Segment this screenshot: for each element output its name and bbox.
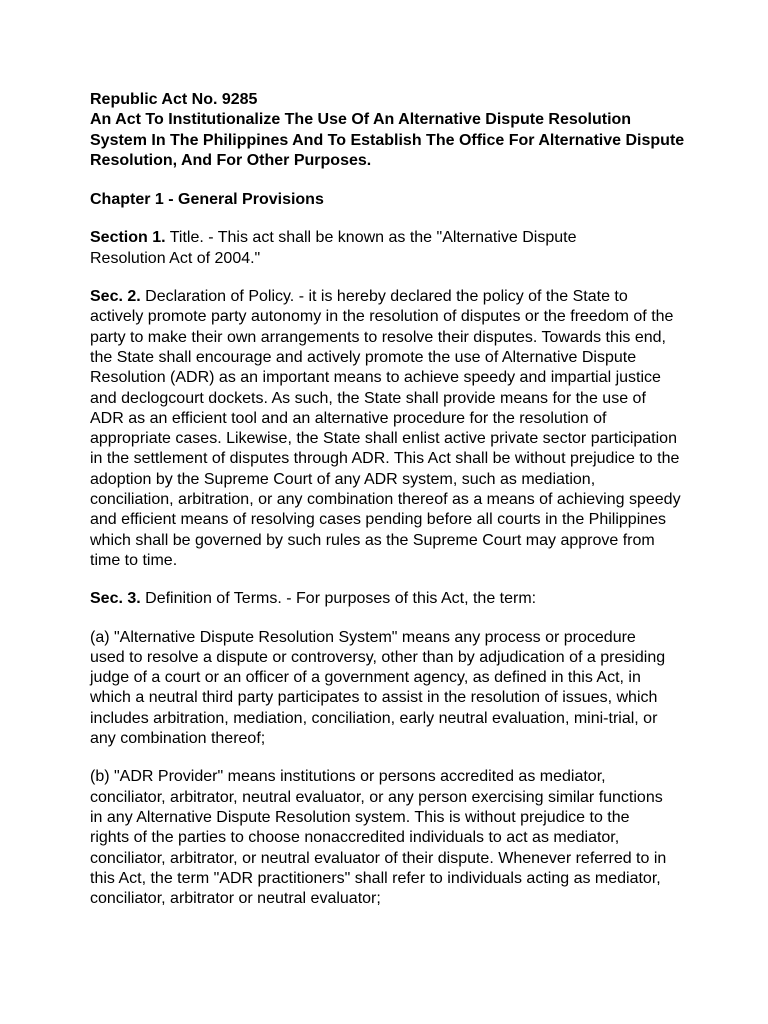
- document-title-block: [90, 90, 690, 171]
- definition-a: (a) "Alternative Dispute Resolution System" means any process or procedure used to resolve a dispute or controversy, other than by adjudication of a presiding judge of a court or an officer of a government agency, as defined in this Act, in which a neutral third party participates to assist in the resolution of issues, which includes arbitration, mediation, conciliation, early neutral evaluation, mini-trial, or any combination thereof;: [90, 628, 666, 748]
- chapter-heading: Chapter 1 - General Provisions: [90, 191, 324, 209]
- section-1: [90, 228, 620, 269]
- section-3: [90, 589, 650, 609]
- act-title: An Act To Institutionalize The Use Of An Alternative Dispute Resolution System In The Philippines And To Establish The Office For Alternative Dispute Resolution, And For Other Purposes.: [90, 111, 685, 169]
- document-body: [90, 90, 690, 927]
- section-text: Definition of Terms. - For purposes of this Act, the term:: [140, 590, 537, 608]
- section-label: Sec. 2.: [90, 288, 141, 306]
- section-label: Sec. 3.: [90, 590, 141, 608]
- definition-b: (b) "ADR Provider" means institutions or persons accredited as mediator, conciliator, arbitrator, neutral evaluator, or any person exercising similar functions in any Alternative Dispute Resolution system. This is without prejudice to the rights of the parties to choose nonaccredited individuals to act as mediator, conciliator, arbitrator, or neutral evaluator of their dispute. Whenever referred to in this Act, the term "ADR practitioners" shall refer to individuals acting as mediator, conciliator, arbitrator or neutral evaluator;: [90, 768, 667, 908]
- section-text: Declaration of Policy. - it is hereby declared the policy of the State to actively promote party autonomy in the resolution of disputes or the freedom of the party to make their own arrangements to resolve their disputes. Towards this end, the State shall encourage and actively promote the use of Alternative Dispute Resolution (ADR) as an important means to achieve speedy and impartial justice and declogcourt dockets. As such, the State shall provide means for the use of ADR as an efficient tool and an alternative procedure for the resolution of appropriate cases. Likewise, the State shall enlist active private sector participation in the settlement of disputes through ADR. This Act shall be without prejudice to the adoption by the Supreme Court of any ADR system, such as mediation, conciliation, arbitration, or any combination thereof as a means of achieving speedy and efficient means of resolving cases pending before all courts in the Philippines which shall be governed by such rules as the Supreme Court may approve from time to time.: [90, 288, 681, 569]
- section-label: Section 1.: [90, 229, 166, 247]
- act-number: Republic Act No. 9285: [90, 91, 258, 108]
- section-text: Title. - This act shall be known as the "Alternative Dispute Resolution Act of 2004.": [90, 229, 577, 267]
- section-2: [90, 287, 682, 571]
